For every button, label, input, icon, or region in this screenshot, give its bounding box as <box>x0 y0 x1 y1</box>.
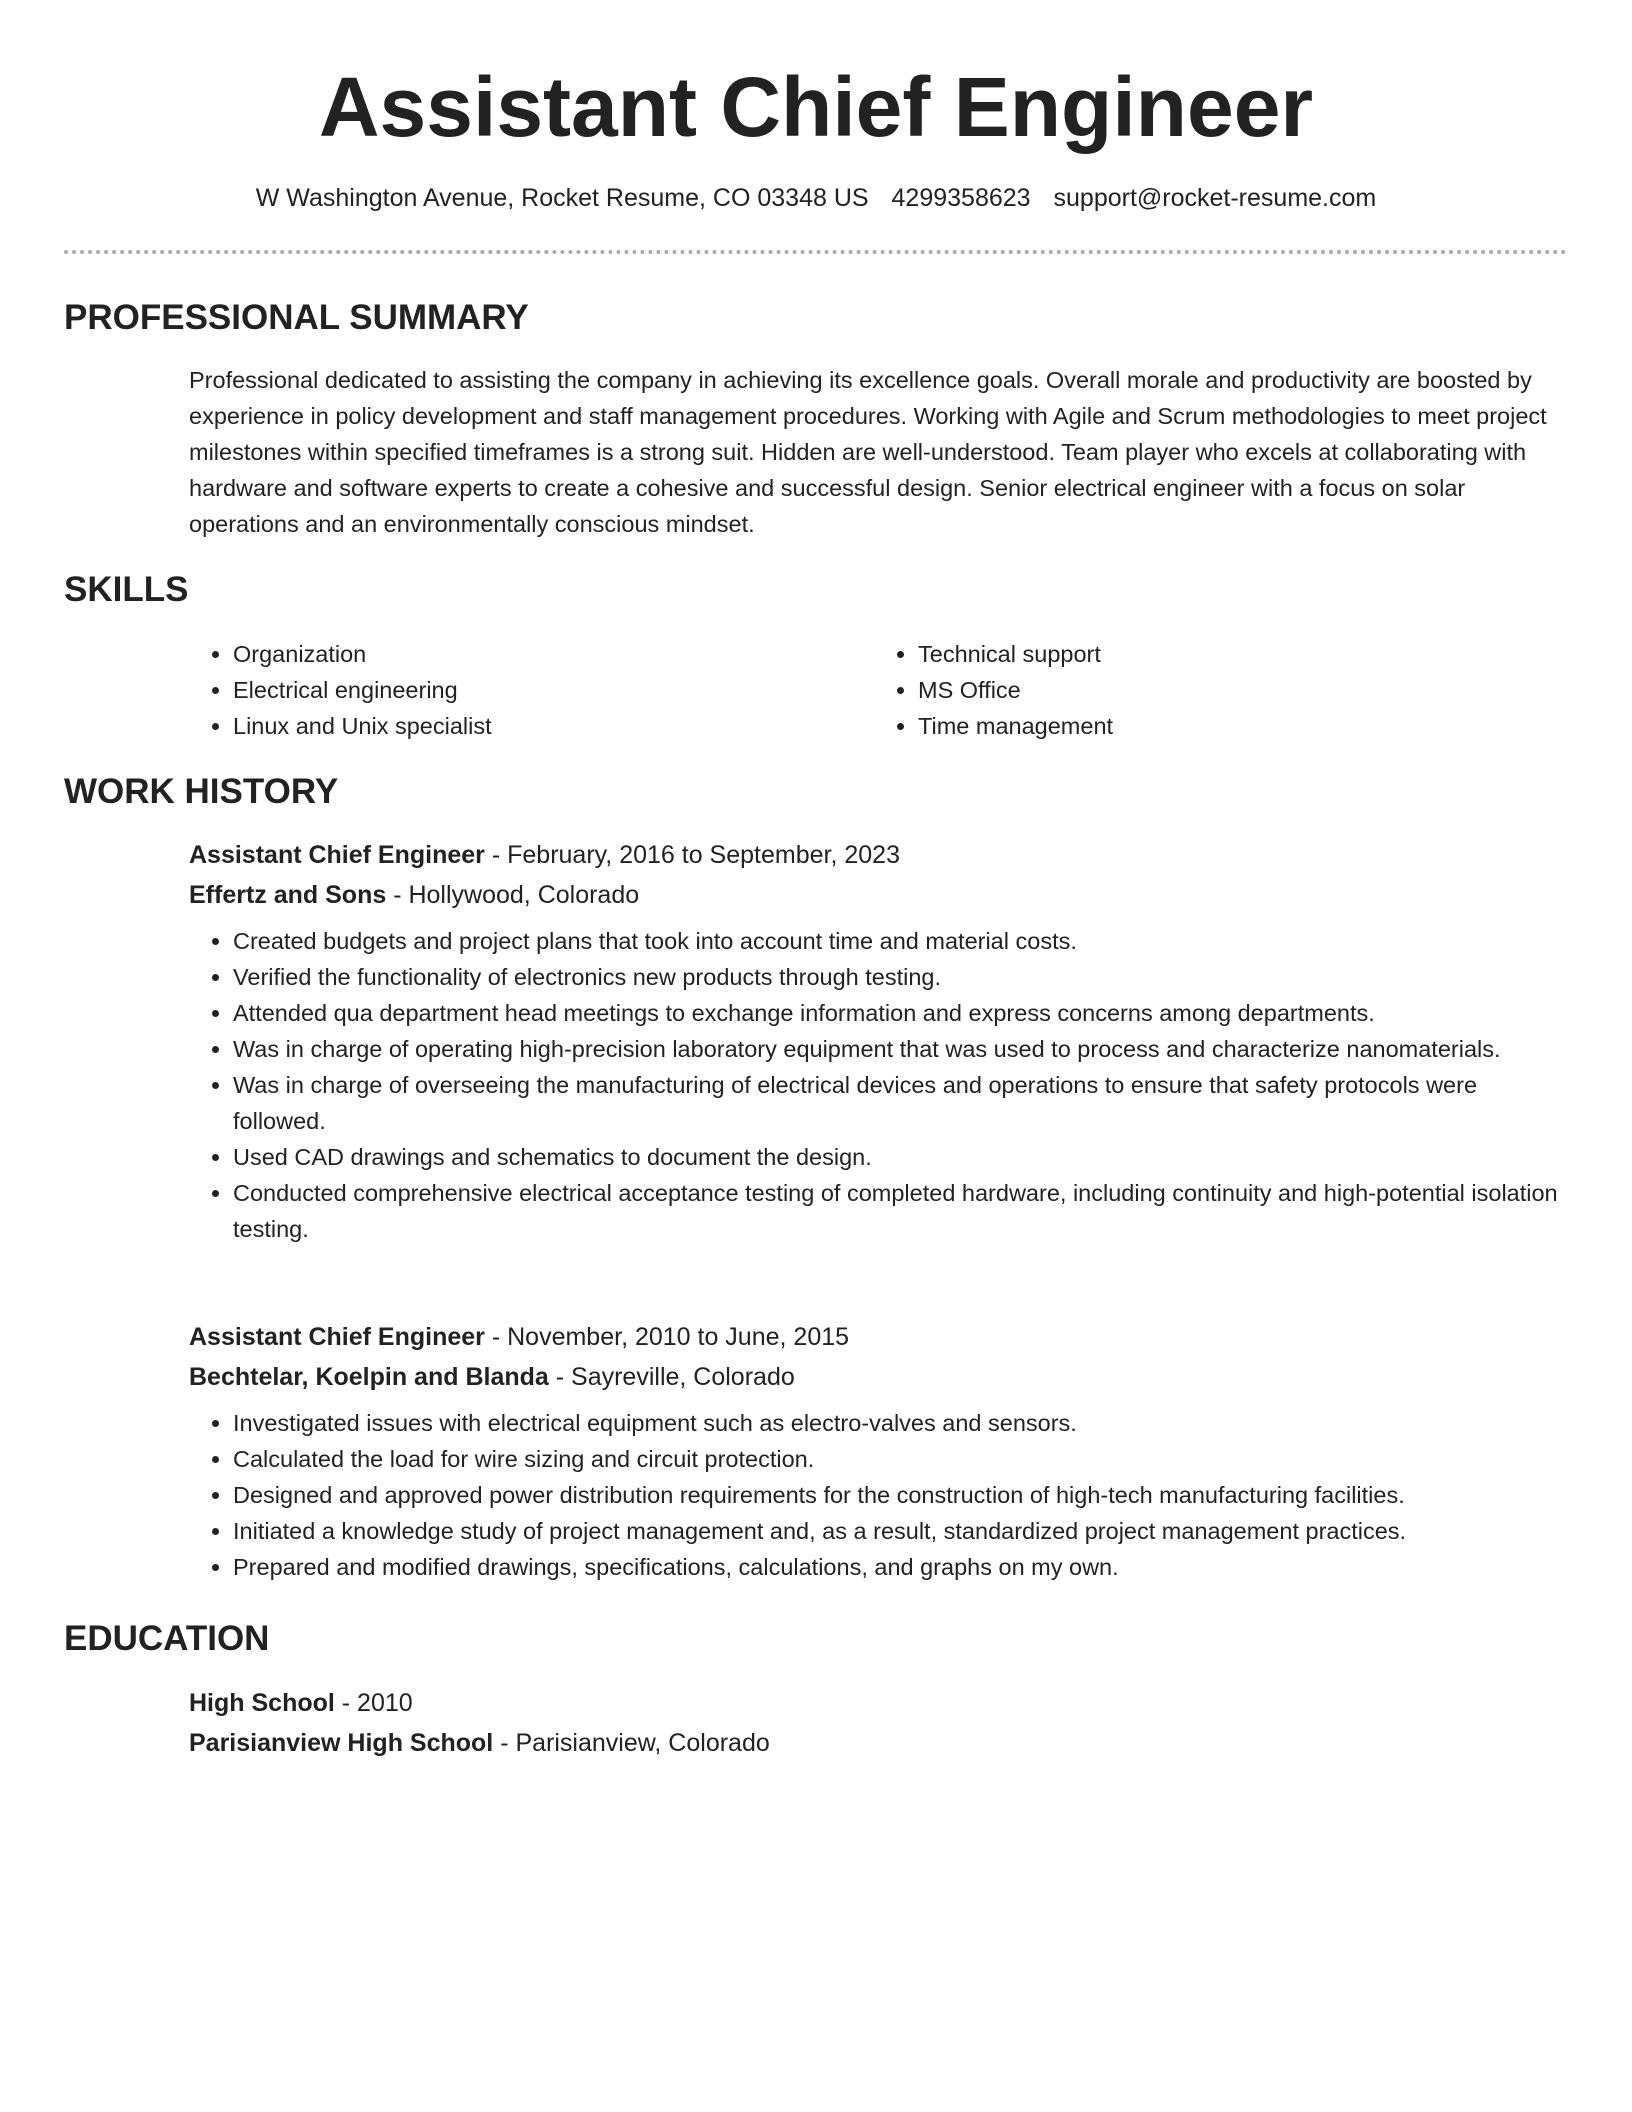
job-company: Effertz and Sons <box>189 881 387 909</box>
skills-section <box>189 636 1559 744</box>
education-degree-line <box>189 1683 1559 1723</box>
job-company-line <box>189 875 1559 915</box>
skill-item: • Electrical engineering <box>233 672 874 708</box>
job-bullet: • Created budgets and project plans that took into account time and material costs. <box>233 923 1559 959</box>
header-divider <box>64 250 1567 254</box>
job-company-line <box>189 1357 1559 1397</box>
contact-phone: 4299358623 <box>891 184 1031 212</box>
job-bullet: • Calculated the load for wire sizing and circuit protection. <box>233 1441 1559 1477</box>
job-bullet: • Initiated a knowledge study of project management and, as a result, standardized project management practices. <box>233 1513 1559 1549</box>
job-title-line <box>189 835 1559 875</box>
education-location: - Parisianview, Colorado <box>493 1729 770 1757</box>
job-bullet: • Was in charge of operating high-precision laboratory equipment that was used to process and characterize nanomaterials. <box>233 1031 1559 1067</box>
job-role: Assistant Chief Engineer <box>189 1323 485 1351</box>
contact-email: support@rocket-resume.com <box>1053 184 1377 212</box>
summary-heading: PROFESSIONAL SUMMARY <box>64 298 529 337</box>
education-year: - 2010 <box>334 1689 413 1717</box>
skill-item: • Time management <box>918 708 1559 744</box>
job-bullet: • Was in charge of overseeing the manufacturing of electrical devices and operations to ensure that safety protocols were followed. <box>233 1067 1559 1139</box>
education-degree: High School <box>189 1689 335 1717</box>
summary-text: Professional dedicated to assisting the company in achieving its excellence goals. Overall morale and productivity are boosted by experience in policy development and staff management procedures. Working with Agile and Scrum methodologies to meet project milestones within specified timeframes is a strong suit. Hidden are well-understood. Team player who excels at collaborating with hardware and software experts to create a cohesive and successful design. Senior electrical engineer with a focus on solar operations and an environmentally conscious mindset. <box>189 367 1547 537</box>
job-location: - Hollywood, Colorado <box>386 881 640 909</box>
job-bullet: • Used CAD drawings and schematics to document the design. <box>233 1139 1559 1175</box>
candidate-name: Assistant Chief Engineer <box>318 60 1314 154</box>
job-title-line <box>189 1317 1559 1357</box>
work-heading: WORK HISTORY <box>64 772 339 811</box>
job-location: - Sayreville, Colorado <box>548 1363 795 1391</box>
education-heading: EDUCATION <box>64 1619 270 1658</box>
education-school: Parisianview High School <box>189 1729 494 1757</box>
skills-list-right <box>874 636 1559 744</box>
job-bullet: • Prepared and modified drawings, specifications, calculations, and graphs on my own. <box>233 1549 1559 1585</box>
contact-line <box>0 180 1632 216</box>
skill-item: • Linux and Unix specialist <box>233 708 874 744</box>
job-bullet: • Conducted comprehensive electrical acceptance testing of completed hardware, including continuity and high-potential isolation testing. <box>233 1175 1559 1247</box>
job-bullet: • Verified the functionality of electronics new products through testing. <box>233 959 1559 995</box>
job-bullet: • Attended qua department head meetings to exchange information and express concerns among departments. <box>233 995 1559 1031</box>
skills-list-left <box>189 636 874 744</box>
skill-item: • Organization <box>233 636 874 672</box>
education-entry <box>189 1683 1559 1763</box>
job-dates: - February, 2016 to September, 2023 <box>484 841 900 869</box>
skills-heading: SKILLS <box>64 570 189 609</box>
job-dates: - November, 2010 to June, 2015 <box>484 1323 850 1351</box>
job-role: Assistant Chief Engineer <box>189 841 485 869</box>
job-bullets <box>189 1405 1559 1585</box>
job-company: Bechtelar, Koelpin and Blanda <box>189 1363 549 1391</box>
education-school-line <box>189 1723 1559 1763</box>
skill-item: • Technical support <box>918 636 1559 672</box>
summary-section <box>189 362 1559 542</box>
job-bullet: • Investigated issues with electrical equipment such as electro-valves and sensors. <box>233 1405 1559 1441</box>
contact-address: W Washington Avenue, Rocket Resume, CO 03348 US <box>255 184 869 212</box>
job-bullet: • Designed and approved power distribution requirements for the construction of high-tech manufacturing facilities. <box>233 1477 1559 1513</box>
skill-item: • MS Office <box>918 672 1559 708</box>
job-entry <box>189 835 1559 1247</box>
job-bullets <box>189 923 1559 1247</box>
job-entry <box>189 1317 1559 1585</box>
